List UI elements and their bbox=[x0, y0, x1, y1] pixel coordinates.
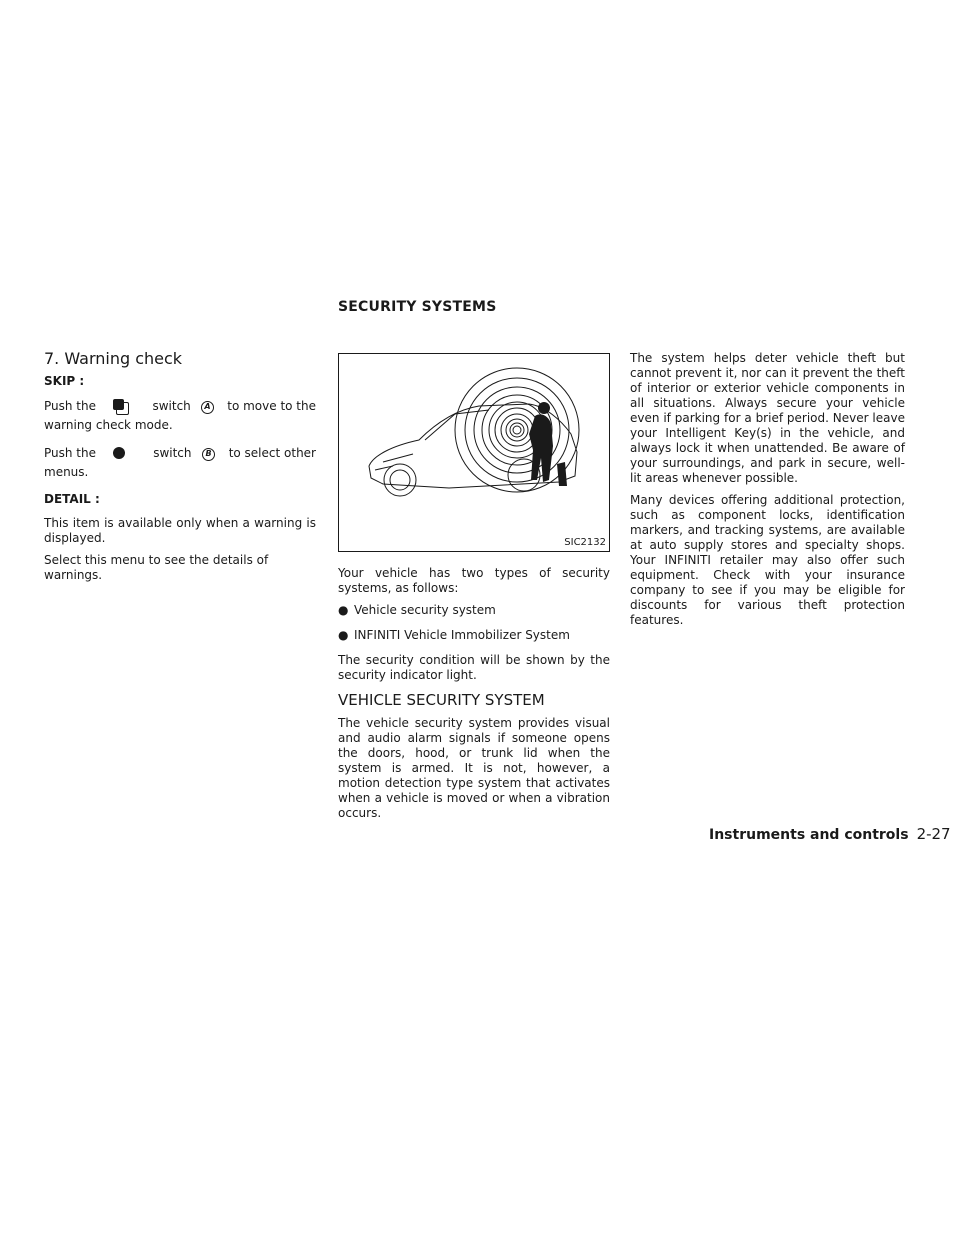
callout-a-icon: A bbox=[201, 401, 214, 414]
security-figure bbox=[338, 353, 610, 552]
list-item bbox=[338, 603, 610, 618]
car-illustration bbox=[339, 354, 609, 551]
skip-label: SKIP : bbox=[44, 374, 85, 388]
section-title: SECURITY SYSTEMS bbox=[338, 299, 497, 315]
protection-paragraph: Many devices offering additional protection, such as component locks, identification markers, and tracking systems, are available at auto supply stores and specialty shops. Your INFINITI retailer may also offer such equipment. Check with your insurance company to see if you may be eligible for discounts for various theft protection features. bbox=[630, 493, 905, 627]
skip-instruction bbox=[44, 398, 316, 433]
list-item-text: Vehicle security system bbox=[354, 603, 496, 617]
security-column bbox=[338, 353, 610, 828]
detail-paragraph-2: Select this menu to see the details of warnings. bbox=[44, 553, 269, 582]
detail-paragraph: This item is available only when a warning is displayed. bbox=[44, 516, 316, 545]
callout-a bbox=[201, 398, 217, 414]
page-number: 2-27 bbox=[916, 825, 951, 843]
other-menu-instruction bbox=[44, 445, 316, 480]
vehicle-security-paragraph: The vehicle security system provides visual and audio alarm signals if someone opens the doors, hood, or trunk lid when the system is armed. It is not, however, a motion detection type system that activates when a vehicle is moved or when a vibration occurs. bbox=[338, 716, 610, 820]
indicator-paragraph: The security condition will be shown by the security indicator light. bbox=[338, 653, 610, 682]
instruction-tail: to select other bbox=[228, 445, 316, 460]
page-footer bbox=[709, 825, 951, 843]
bullet-icon: ● bbox=[338, 603, 349, 617]
instruction-tail: to move to the bbox=[227, 398, 316, 413]
instruction-continued: menus. bbox=[44, 465, 89, 479]
footer-section: Instruments and controls bbox=[709, 827, 909, 843]
instruction-continued: warning check mode. bbox=[44, 418, 173, 432]
intro-paragraph: Your vehicle has two types of security systems, as follows: bbox=[338, 566, 610, 595]
display-switch-icon bbox=[112, 398, 128, 414]
callout-b bbox=[202, 445, 218, 461]
push-text: Push the bbox=[44, 445, 96, 460]
warning-check-column bbox=[44, 351, 316, 590]
list-item-text: INFINITI Vehicle Immobilizer System bbox=[354, 628, 570, 642]
list-item bbox=[338, 628, 610, 643]
vehicle-security-heading: VEHICLE SECURITY SYSTEM bbox=[338, 691, 545, 709]
switch-text: switch bbox=[153, 445, 192, 460]
switch-text: switch bbox=[152, 398, 191, 413]
bullet-icon: ● bbox=[338, 628, 349, 642]
detail-label: DETAIL : bbox=[44, 492, 100, 506]
theft-advice-column bbox=[630, 351, 905, 635]
theft-paragraph: The system helps deter vehicle theft but cannot prevent it, nor can it prevent the theft of interior or exterior vehicle components in all situations. Always secure your vehicle even if parking for a brief period. Never leave your Intelligent Key(s) in the vehicle, and always lock it when unattended. Be aware of your surroundings, and park in secure, well-lit areas whenever possible. bbox=[630, 351, 905, 485]
figure-label: SIC2132 bbox=[564, 537, 606, 548]
enter-switch-icon bbox=[113, 447, 125, 459]
warning-check-heading: 7. Warning check bbox=[44, 349, 183, 368]
callout-b-icon: B bbox=[202, 448, 215, 461]
push-text: Push the bbox=[44, 398, 96, 413]
